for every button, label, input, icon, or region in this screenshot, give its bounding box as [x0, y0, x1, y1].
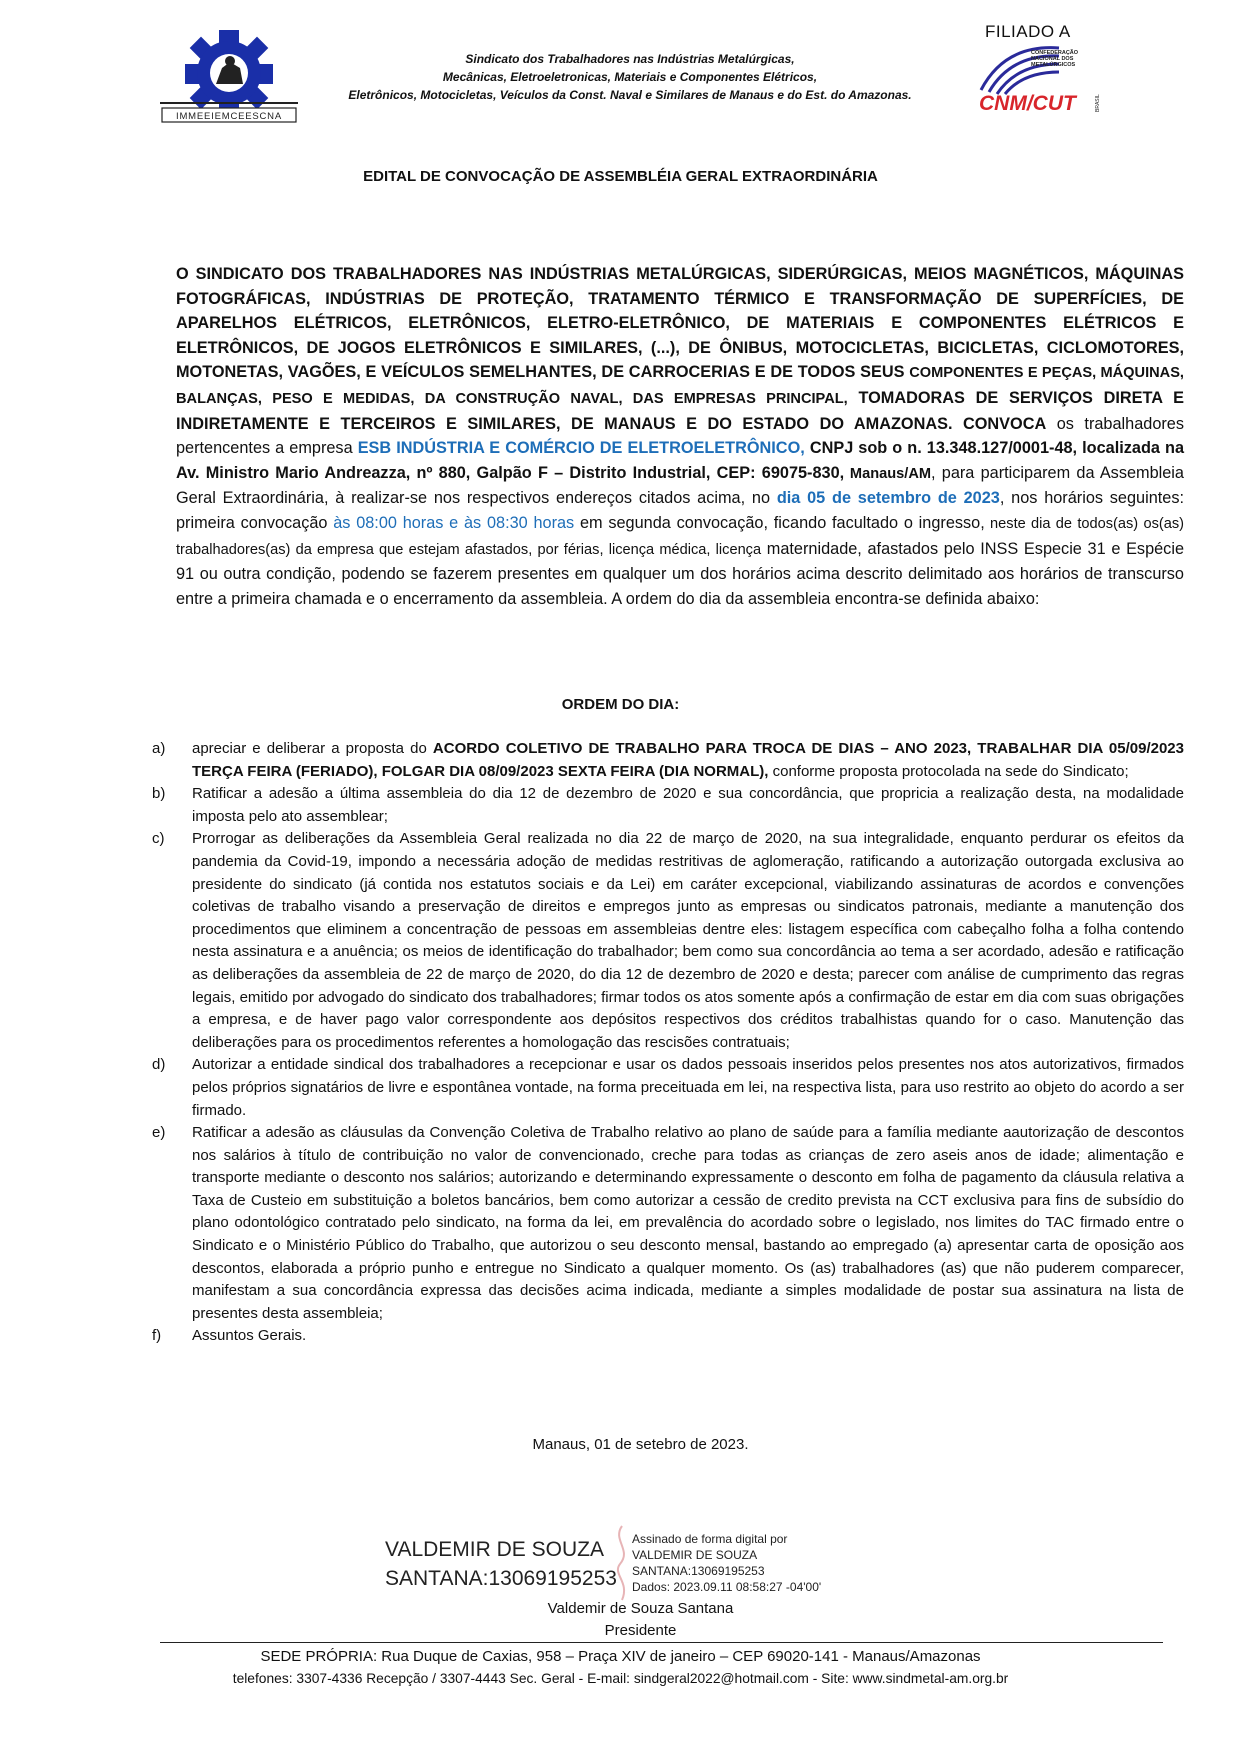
- union-name-line-1: Sindicato dos Trabalhadores nas Indústrias Metalúrgicas,: [465, 52, 795, 66]
- signer-name: Valdemir de Souza Santana: [547, 1600, 734, 1617]
- intro-union-name-end: TOMADORAS DE SERVIÇOS DIRETA E INDIRETAMENTE E TERCEIROS E SIMILARES, DE MANAUS E DO ESTADO DO AMAZONAS. CONVOCA: [176, 388, 1184, 433]
- intro-text-4: em segunda convocação, ficando facultado o ingresso,: [574, 513, 985, 532]
- intro-text-6: maternidade, afastados pelo INSS Especie 31 e Espécie 91 ou outra condição, podendo se fazerem presentes em qualquer um dos horários acima descrito delimitado aos horários de transcurso entre a primeira chamada e o encerramento da assembleia. A ordem do dia da assembleia encontra-se definida abaixo:: [176, 539, 1184, 608]
- svg-text:CONFEDERAÇÃO: CONFEDERAÇÃO: [1031, 50, 1079, 56]
- intro-paragraph: [176, 262, 1184, 611]
- agenda-item-letter: e): [152, 1124, 166, 1142]
- intro-text-2: , para participarem da Assembleia Geral Extraordinária, à realizar-se nos respectivos endereços citados acima, no: [176, 463, 1184, 508]
- signature-info-line: SANTANA:13069195253: [632, 1564, 765, 1578]
- svg-text:CNM/CUT: CNM/CUT: [979, 92, 1076, 114]
- union-name-line-2: Mecânicas, Eletroeletronicas, Materiais e Componentes Elétricos,: [442, 70, 818, 84]
- agenda-item-a: [152, 738, 1184, 783]
- agenda-item-text: Assuntos Gerais.: [192, 1327, 307, 1345]
- company-city: Manaus/AM: [844, 465, 932, 482]
- agenda-item-letter: b): [152, 785, 166, 803]
- agenda-item-letter: c): [152, 830, 165, 848]
- signature-name-line-1: VALDEMIR DE SOUZA: [385, 1538, 604, 1561]
- signature-info-line: Assinado de forma digital por: [632, 1532, 788, 1546]
- agenda-item-text: [192, 738, 1184, 783]
- footer-divider: [160, 1642, 1163, 1643]
- signature-info-line: VALDEMIR DE SOUZA: [632, 1548, 758, 1562]
- signer-block: [0, 1598, 1241, 1642]
- agenda-list: [152, 738, 1184, 1348]
- svg-text:NACIONAL DOS: NACIONAL DOS: [1031, 56, 1074, 62]
- company-address: CNPJ sob o n. 13.348.127/0001-48, localizada na Av. Ministro Mario Andreazza, nº 880, Galpão F – Distrito Industrial, CEP: 69075-830,: [176, 439, 1184, 482]
- intro-text-3: , nos horários seguintes: primeira convocação: [176, 489, 1185, 532]
- intro-text-5: neste dia de todos(as) os(as) trabalhadores(as) da empresa que estejam afastados, por férias, licença médica, licença: [176, 515, 1185, 558]
- svg-text:METALÚRGICOS: METALÚRGICOS: [1031, 62, 1076, 68]
- agenda-item-text: Autorizar a entidade sindical dos trabalhadores a recepcionar e usar os dados pessoais inseridos pelos presentes nos atos autorizativos, firmados pelos próprios signatários de livre e espontânea vontade, na forma preceituada em lei, na respectiva lista, para uso restrito ao objeto do acordo a ser firmado.: [192, 1056, 1184, 1119]
- intro-text-1: os trabalhadores pertencentes a empresa: [176, 414, 1184, 458]
- intro-union-name-small: COMPONENTES E PEÇAS, MÁQUINAS, BALANÇAS, PESO E MEDIDAS, DA CONSTRUÇÃO NAVAL, DAS EMPRESAS PRINCIPAL,: [176, 365, 1184, 407]
- agenda-item-e: [152, 1122, 1184, 1325]
- digital-signature-name: [385, 1535, 617, 1593]
- footer: [0, 1646, 1241, 1690]
- document-title: EDITAL DE CONVOCAÇÃO DE ASSEMBLÉIA GERAL EXTRAORDINÁRIA: [363, 168, 878, 185]
- intro-union-name: O SINDICATO DOS TRABALHADORES NAS INDÚSTRIAS METALÚRGICAS, SIDERÚRGICAS, MEIOS MAGNÉTICOS, MÁQUINAS FOTOGRÁFICAS, INDÚSTRIAS DE PROTEÇÃO, TRATAMENTO TÉRMICO E TRANSFORMAÇÃO DE SUPERFÍCIES, DE APARELHOS ELÉTRICOS, ELETRÔNICOS, ELETRO-ELETRÔNICO, DE MATERIAIS E COMPONENTES ELÉTRICOS E ELETRÔNICOS, DE JOGOS ELETRÔNICOS E SIMILARES, (...), DE ÔNIBUS, MOTOCICLETAS, BICICLETAS, CICLOMOTORES, MOTONETAS, VAGÕES, E VEÍCULOS SEMELHANTES, DE CARROCERIAS E DE TODOS SEUS: [176, 265, 1184, 382]
- union-name-line-3: Eletrônicos, Motocicletas, Veículos da Const. Naval e Similares de Manaus e do Est. do Amazonas.: [348, 88, 912, 102]
- signature-info-line: Dados: 2023.09.11 08:58:27 -04'00': [632, 1580, 822, 1594]
- assembly-times: às 08:00 horas e às 08:30 horas: [333, 513, 575, 532]
- agenda-item-b: [152, 783, 1184, 828]
- footer-contacts: telefones: 3307-4336 Recepção / 3307-4443 Sec. Geral - E-mail: sindgeral2022@hotmail.com - Site: www.sindmetal-am.org.br: [232, 1671, 1009, 1686]
- cnm-cut-logo: [975, 40, 1105, 114]
- agenda-title: ORDEM DO DIA:: [561, 696, 680, 713]
- assembly-date: dia 05 de setembro de 2023: [776, 489, 1000, 508]
- svg-text:BRASIL: BRASIL: [1095, 94, 1101, 112]
- agenda-item-c: [152, 828, 1184, 1054]
- agenda-item-text: Ratificar a adesão a última assembleia do dia 12 de dezembro de 2020 e sua concordância, que propricia a realização desta, na modalidade imposta pelo ato assemblear;: [192, 785, 1184, 825]
- filiado-label: FILIADO A: [985, 22, 1071, 41]
- agenda-item-text: Prorrogar as deliberações da Assembleia Geral realizada no dia 22 de março de 2020, na sua integralidade, enquanto perdurar os efeitos da pandemia da Covid-19, impondo a necessária adoção de medidas restritivas de aglomeração, ratificando a autorização outorgada exclusiva ao presidente do sindicato (já contida nos estatutos sociais e da Lei) em caráter excepcional, viabilizando assinaturas de acordos e convenções coletivas de trabalho visando a preservação de direitos e empregos junto as empresas ou sindicatos patronais, mediante a manutenção dos procedimentos que eliminem a concentração de pessoas em assembleias dentre eles: listagem específica com cabeçalho folha a folha contendo nesta assinatura e a anuência; os meios de identificação do trabalhador; bem como sua concordância ao tema a ser acordado, adesão e ratificação as deliberações da assembleia de 22 de março de 2020, do dia 12 de dezembro de 2020 e desta; parecer com análise de cumprimento das regras legais, emitido por advogado do sindicato dos trabalhadores; firmar todos os atos somente após a confirmação de estar em dia com suas obrigações a empresa, e de haver pago valor correspondente aos depósitos respectivos dos créditos trabalhistas quando for o caso. Manutenção das deliberações para os procedimentos referentes a homologação das rescisões contratuais;: [192, 830, 1184, 1051]
- agenda-item-letter: d): [152, 1056, 166, 1074]
- agenda-item-letter: f): [152, 1327, 162, 1345]
- union-logo: [160, 28, 298, 128]
- digital-signature-info: [632, 1531, 821, 1595]
- agenda-item-d: [152, 1054, 1184, 1122]
- agenda-item-text-bold: ACORDO COLETIVO DE TRABALHO PARA TROCA DE DIAS – ANO 2023, TRABALHAR DIA 05/09/2023 TERÇA FEIRA (FERIADO), FOLGAR DIA 08/09/2023 SEXTA FEIRA (DIA NORMAL),: [192, 740, 1184, 780]
- agenda-item-text: Ratificar a adesão as cláusulas da Convenção Coletiva de Trabalho relativo ao plano de saúde para a família mediante aautorização de descontos nos salários à título de contribuição no valor de convencionado, creche para todas as crianças de zero aseis anos de idade; alimentação e transporte mediante o desconto nos salários; autorizando e determinando expressamente o desconto em folha de pagamento da cláusula relativa a Taxa de Custeio em substituição a boletos bancários, bem como autorizar a cessão de credito prevista na CCT exclusiva para fins de subsídio do plano odontológico contratado pelo sindicato, na forma da lei, em prevalência do acordado sobre o legislado, nos limites do TAC firmado entre o Sindicato e o Ministério Público do Trabalho, que autorizou o seu desconto mensal, bastando ao empregado (a) apresentar carta de oposição aos descontos, elaborada a próprio punho e entregue no Sindicato a qualquer momento. Os (as) trabalhadores (as) que não puderem comparecer, manifestam a sua concordância expressa das decisões acima indicada, mediante a simples modalidade de postar sua assinatura na lista de presentes desta assembleia;: [192, 1124, 1184, 1322]
- svg-text:IMMEEIEMCEESCNA: IMMEEIEMCEESCNA: [176, 111, 282, 122]
- signature-name-line-2: SANTANA:13069195253: [385, 1567, 617, 1590]
- agenda-item-text-post: conforme proposta protocolada na sede do Sindicato;: [768, 762, 1129, 780]
- footer-address: SEDE PRÓPRIA: Rua Duque de Caxias, 958 – Praça XIV de janeiro – CEP 69020-141 - Manaus/Amazonas: [260, 1648, 981, 1665]
- union-name: [330, 50, 930, 104]
- agenda-item-f: [152, 1325, 1184, 1348]
- signer-role: Presidente: [604, 1622, 677, 1639]
- agenda-item-letter: a): [152, 740, 166, 757]
- agenda-item-text-pre: apreciar e deliberar a proposta do: [192, 740, 433, 757]
- place-date: Manaus, 01 de setebro de 2023.: [532, 1436, 749, 1453]
- company-name: ESB INDÚSTRIA E COMÉRCIO DE ELETROELETRÔNICO,: [357, 439, 805, 458]
